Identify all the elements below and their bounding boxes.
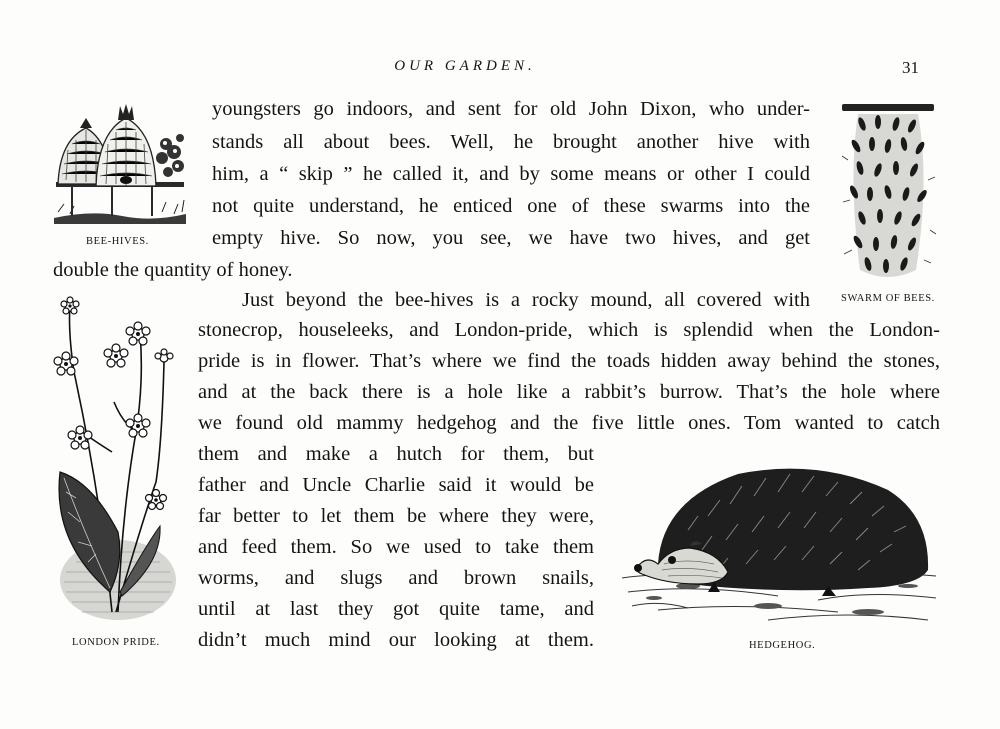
text-line: father and Uncle Charlie said it would be: [198, 474, 594, 496]
text-line: and at the back there is a hole like a rabbit’s burrow. That’s the hole where: [198, 381, 940, 403]
text-line: worms, and slugs and brown snails,: [198, 567, 594, 589]
text-line: stonecrop, houseleeks, and London-pride, which is splendid when the London-: [198, 319, 940, 341]
text-line: Just beyond the bee-hives is a rocky mound, all covered with: [242, 289, 810, 311]
text-line: stands all about bees. Well, he brought another hive with: [212, 131, 810, 153]
hedgehog-engraving-icon: [618, 460, 940, 630]
hedgehog-caption: HEDGEHOG.: [749, 640, 816, 651]
text-line: and feed them. So we used to take them: [198, 536, 594, 558]
text-line: pride is in flower. That’s where we find the toads hidden away behind the stones,: [198, 350, 940, 372]
bee-swarm-engraving-icon: [838, 100, 938, 286]
london-pride-flower-engraving-icon: [52, 292, 178, 630]
bee-hives-caption: BEE-HIVES.: [86, 236, 149, 247]
swarm-of-bees-caption: SWARM OF BEES.: [841, 293, 935, 304]
text-line: until at last they got quite tame, and: [198, 598, 594, 620]
text-line: them and make a hutch for them, but: [198, 443, 594, 465]
text-line: didn’t much mind our looking at them.: [198, 629, 594, 651]
text-line: not quite understand, he enticed one of these swarms into the: [212, 195, 810, 217]
text-line: far better to let them be where they were,: [198, 505, 594, 527]
text-line: double the quantity of honey.: [53, 259, 293, 281]
text-line: empty hive. So now, you see, we have two hives, and get: [212, 227, 810, 249]
text-line: we found old mammy hedgehog and the five little ones. Tom wanted to catch: [198, 412, 940, 434]
page-number: 31: [902, 58, 919, 77]
london-pride-caption: LONDON PRIDE.: [72, 637, 160, 648]
text-line: him, a “ skip ” he called it, and by some means or other I could: [212, 163, 810, 185]
running-title: OUR GARDEN.: [394, 58, 536, 74]
bee-hives-engraving-icon: [52, 100, 188, 226]
text-line: youngsters go indoors, and sent for old John Dixon, who under-: [212, 98, 810, 120]
